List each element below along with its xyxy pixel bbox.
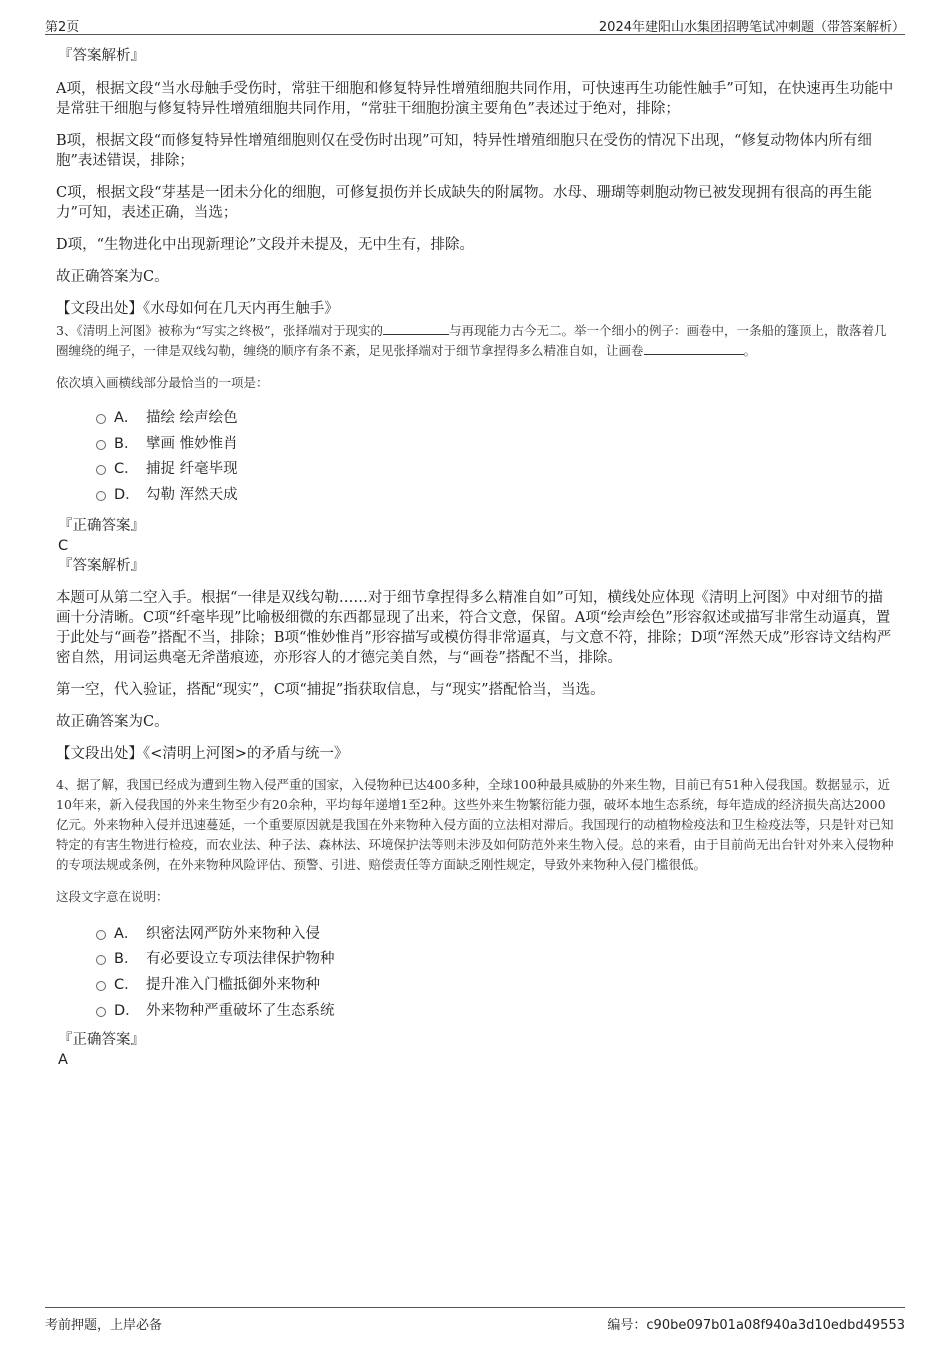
analysis-option-d: D项，“生物进化中出现新理论”文段并未提及，无中生有，排除。 — [56, 237, 474, 253]
analysis-conclusion: 故正确答案为C。 — [56, 269, 169, 285]
analysis-body-2: 第一空，代入验证，搭配“现实”，C项“捕捉”指获取信息，与“现实”搭配恰当，当选。 — [56, 681, 605, 698]
radio-button[interactable] — [96, 465, 106, 475]
radio-button[interactable] — [96, 955, 106, 965]
blank-2 — [644, 342, 744, 355]
option-c[interactable]: C． 捕捉 纤毫毕现 — [56, 458, 896, 484]
document-code: 编号：c90be097b01a08f940a3d10edbd49553 — [607, 1318, 905, 1333]
analysis-option-c: C项，根据文段“芽基是一团未分化的细胞，可修复损伤并长成缺失的附属物。水母、珊瑚等刺胞动物已被发现拥有很高的再生能力”可知，表述正确，当选； — [56, 185, 873, 221]
correct-answer-heading: 『正确答案』 — [58, 1031, 145, 1048]
footer-slogan: 考前押题，上岸必备 — [45, 1318, 163, 1333]
radio-button[interactable] — [96, 414, 106, 424]
correct-answer-heading: 『正确答案』 — [58, 517, 145, 534]
page-header — [45, 14, 905, 35]
blank-1 — [383, 322, 449, 335]
question-3-prompt: 依次填入画横线部分最恰当的一项是： — [56, 375, 269, 390]
passage-source: 【文段出处】《水母如何在几天内再生触手》 — [56, 301, 339, 317]
radio-button[interactable] — [96, 491, 106, 501]
question-3-stem: 3、《清明上河图》被称为“写实之终极”，张择端对于现实的 与再现能力古今无二。举一个细小的例子：画卷中，一条船的篷顶上，散落着几圈缠绕的绳子，一律是双线勾勒，缠绕的顺序有条不紊，足见张择端对于细节拿捏得多么精准自如，让画卷 。 — [56, 323, 887, 358]
question-4-stem: 4、据了解，我国已经成为遭到生物入侵严重的国家，入侵物种已达400多种，全球100种最具威胁的外来生物，目前已有51种入侵我国。数据显示，近10年来，新入侵我国的外来生物至少有20余种，平均每年递增1至2种。这些外来生物繁衍能力强，破坏本地生态系统，每年造成的经济损失高达2000亿元。外来物种入侵并迅速蔓延，一个重要原因就是我国在外来物种入侵方面的立法相对滞后。我国现行的动植物检疫法和卫生检疫法等，只是针对已知特定的有害生物进行检疫，而农业法、种子法、森林法、环境保护法等则未涉及如何防范外来生物入侵。总的来看，由于目前尚无出台针对外来入侵物种的专项法规或条例，在外来物种风险评估、预警、引进、赔偿责任等方面缺乏刚性规定，导致外来物种入侵门槛很低。 — [56, 776, 894, 872]
option-b[interactable]: B． 擘画 惟妙惟肖 — [56, 433, 896, 459]
question-4-prompt: 这段文字意在说明： — [56, 888, 169, 904]
question-3-options — [56, 407, 896, 510]
page-footer — [45, 1307, 905, 1332]
option-d[interactable]: D． 勾勒 浑然天成 — [56, 484, 896, 510]
document-title: 2024年建阳山水集团招聘笔试冲刺题（带答案解析） — [598, 20, 905, 35]
correct-answer: C — [58, 537, 69, 554]
page-content — [56, 46, 896, 1070]
option-a[interactable]: A． 描绘 绘声绘色 — [56, 407, 896, 433]
passage-source: 【文段出处】《<清明上河图>的矛盾与统一》 — [56, 745, 349, 762]
radio-button[interactable] — [96, 930, 106, 940]
option-c[interactable]: C． 提升准入门槛抵御外来物种 — [56, 974, 896, 1000]
analysis-body: 本题可从第二空入手。根据“一律是双线勾勒……对于细节拿捏得多么精准自如”可知，横线处应体现《清明上河图》中对细节的描画十分清晰。C项“纤毫毕现”比喻极细微的东西都显现了出来，符合文意，保留。A项“绘声绘色”形容叙述或描写非常生动逼真，置于此处与“画卷”搭配不当，排除；B项“惟妙惟肖”形容描写或模仿得非常逼真，与文意不符，排除；D项“浑然天成”形容诗文结构严密自然，用词运典毫无斧凿痕迹，亦形容人的才德完美自然，与“画卷”搭配不当，排除。 — [56, 589, 892, 666]
option-a[interactable]: A． 织密法网严防外来物种入侵 — [56, 923, 896, 949]
radio-button[interactable] — [96, 440, 106, 450]
correct-answer: A — [58, 1051, 68, 1068]
page-number: 第2页 — [45, 20, 80, 35]
analysis-heading: 『答案解析』 — [58, 557, 145, 574]
question-4-options — [56, 923, 896, 1026]
option-b[interactable]: B． 有必要设立专项法律保护物种 — [56, 948, 896, 974]
option-d[interactable]: D． 外来物种严重破坏了生态系统 — [56, 1000, 896, 1026]
radio-button[interactable] — [96, 981, 106, 991]
radio-button[interactable] — [96, 1007, 106, 1017]
analysis-option-a: A项，根据文段“当水母触手受伤时，常驻干细胞和修复特异性增殖细胞共同作用，可快速再生功能性触手”可知，在快速再生功能中是常驻干细胞与修复特异性增殖细胞共同作用，“常驻干细胞扮演主要角色”表述过于绝对，排除； — [56, 81, 894, 117]
analysis-conclusion: 故正确答案为C。 — [56, 713, 169, 730]
analysis-heading: 『答案解析』 — [58, 48, 145, 64]
analysis-option-b: B项，根据文段“而修复特异性增殖细胞则仅在受伤时出现”可知，特异性增殖细胞只在受伤的情况下出现，“修复动物体内所有细胞”表述错误，排除； — [56, 133, 872, 169]
